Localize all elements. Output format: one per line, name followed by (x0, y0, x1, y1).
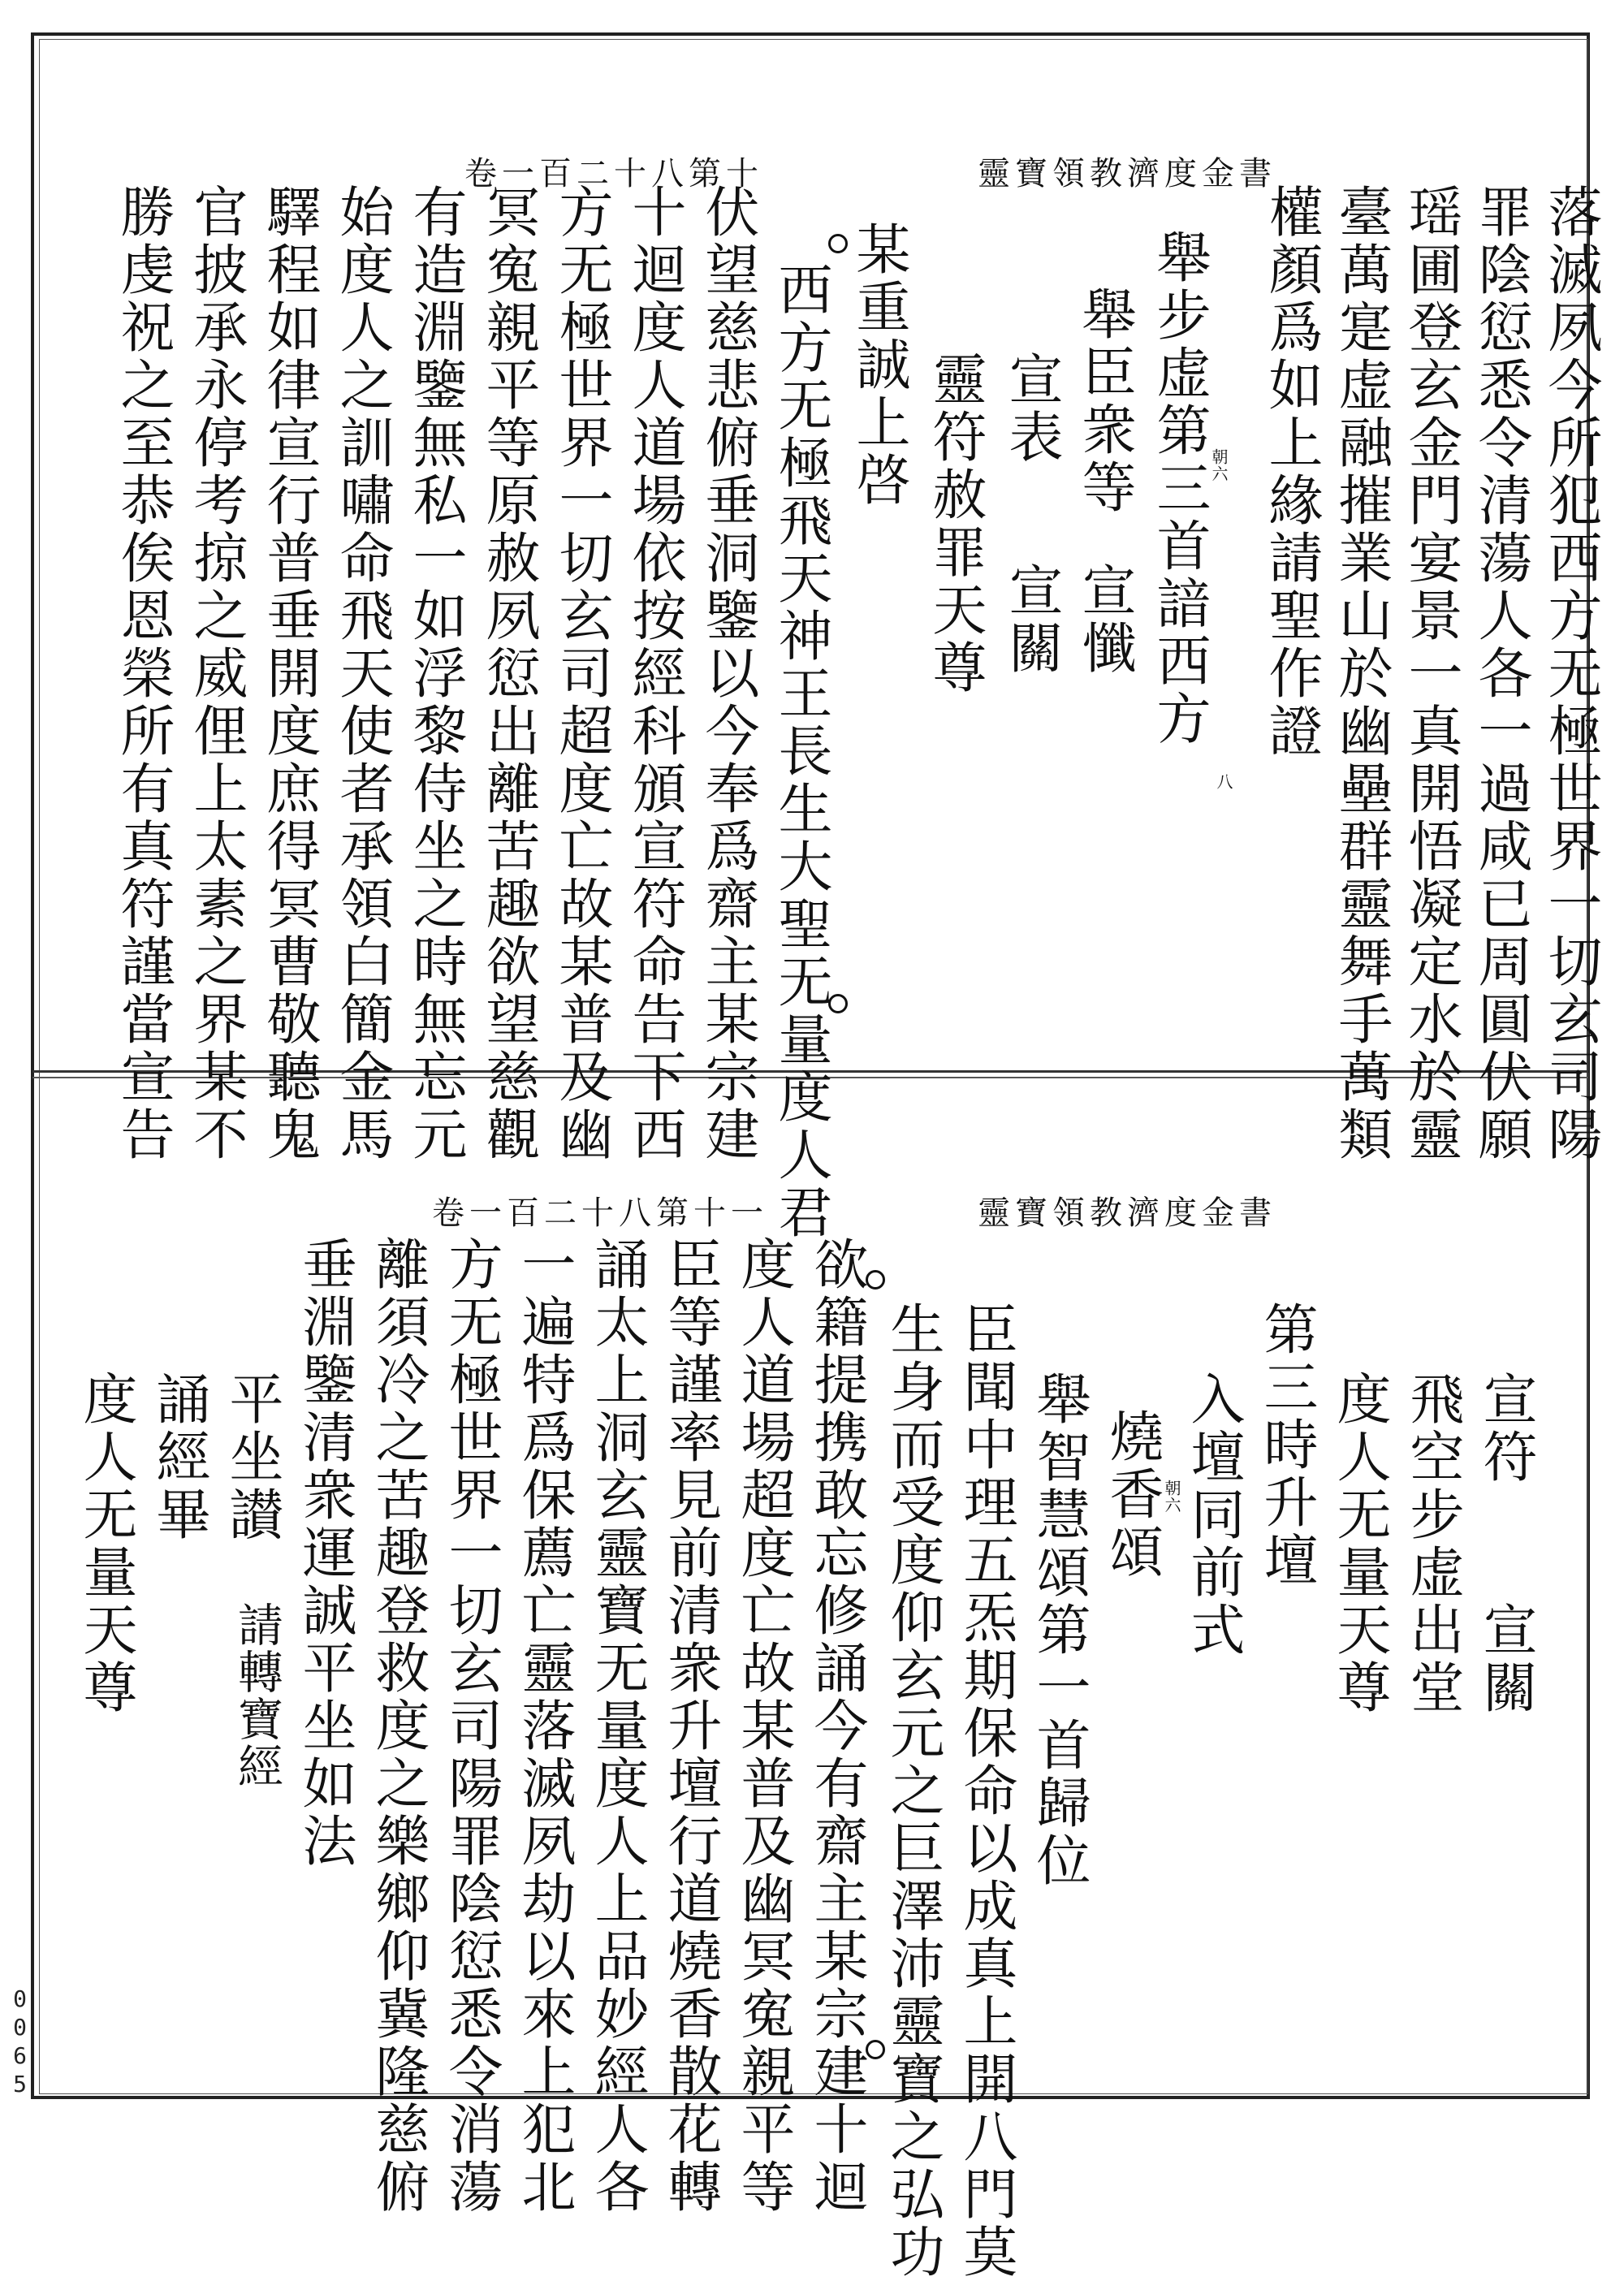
top-col-9: 靈符赦罪天尊 (924, 351, 987, 697)
bottom-col-13: 誦太上洞玄靈寶无量度人上品妙經人各 (586, 1236, 650, 2216)
bottom-running-header (432, 1187, 1276, 1236)
bottom-col-20: 度人无量天尊 (75, 1371, 138, 1717)
top-col-5: 權顏爲如上緣請聖作證 (1260, 184, 1324, 760)
bottom-col-17: 垂淵鑒清衆運誠平坐如法 (294, 1236, 357, 1870)
bottom-col-9: 生身而受度仰玄元之巨澤沛靈寶之弘功 (882, 1301, 945, 2281)
top-col-14: 方无極世界一切玄司超度亡故某普及幽 (551, 184, 614, 1164)
bottom-col-12: 臣等謹率見前清衆升壇行道燒香散花轉 (659, 1236, 723, 2216)
bottom-col-11: 度人道場超度亡故某普及幽冥寃親平等 (732, 1236, 796, 2216)
bottom-col-1: 宣符 (1475, 1371, 1538, 1486)
top-col-17: 始度人之訓嘯命飛天使者承領白簡金馬 (331, 184, 395, 1164)
bottom-header-juan: 卷一百二十八第十一 (432, 1195, 768, 1232)
top-col-18: 驛程如律宣行普垂開度庶得冥曹敬聽鬼 (258, 184, 322, 1164)
top-circle-marker-1 (828, 234, 848, 253)
top-col-7b: 宣懺 (1073, 562, 1137, 677)
top-col-1: 落滅夙今所犯西方无極世界一切玄司陽 (1540, 184, 1603, 1164)
bottom-col-14: 一遍特爲保薦亡靈落滅夙劫以來上犯北 (513, 1236, 577, 2216)
top-col-6-note: 八 (1214, 773, 1233, 790)
top-col-3: 瑶圃登玄金門宴景一真開悟凝定水於靈 (1400, 184, 1463, 1164)
top-col-12: 伏望慈悲俯垂洞鑒以今奉爲齋主某宗建 (697, 184, 760, 1164)
top-col-11: 西方无極飛天神王長生大聖无量度人君 (770, 261, 833, 1242)
top-col-16: 有造淵鑒無私一如浮黎侍坐之時無忘元 (404, 184, 468, 1164)
top-col-8: 宣表 (1000, 351, 1064, 466)
top-col-15: 冥寃親平等原赦夙愆出離苦趣欲望慈觀 (477, 184, 541, 1164)
top-col-4: 臺萬寔虚融摧業山於幽壘群靈舞手萬類 (1330, 184, 1393, 1164)
top-note-1: 朝六 (1209, 448, 1229, 482)
bottom-col-6: 燒香頌 (1101, 1408, 1164, 1581)
bottom-col-15: 方无極世界一切玄司陽罪陰愆悉令消蕩 (440, 1236, 503, 2216)
bottom-col-5: 入壇同前式 (1182, 1371, 1246, 1659)
bottom-col-16: 離須冷之苦趣登救度之樂鄉仰冀隆慈俯 (367, 1236, 430, 2216)
bottom-col-8: 臣聞中理五炁期保命以成真上開八門莫 (955, 1301, 1018, 2281)
top-col-6: 舉步虚第三首諳西方 (1148, 229, 1212, 748)
bottom-note-1: 朝六 (1162, 1480, 1181, 1514)
bottom-col-18b: 請轉寶經 (231, 1601, 283, 1790)
bottom-col-18: 平坐讃 (221, 1371, 284, 1544)
bottom-col-4: 第三時升壇 (1255, 1301, 1319, 1589)
bottom-col-2b: 出堂 (1402, 1601, 1465, 1717)
bottom-col-10: 欲籍提携敢忘修誦今有齋主某宗建十迴 (806, 1236, 869, 2216)
top-col-10: 某重誠上啓 (848, 221, 911, 509)
top-col-20: 勝虔祝之至恭俟恩榮所有真符謹當宣告 (112, 184, 175, 1164)
bottom-panel (42, 1082, 1582, 2281)
top-header-title: 靈寶領教濟度金書 (978, 155, 1276, 192)
top-col-19: 官披承永停考掠之威俚上太素之界某不 (185, 184, 248, 1164)
bottom-col-7: 舉智慧頌第一首歸位 (1028, 1371, 1091, 1890)
bottom-col-2: 飛空步虚 (1402, 1371, 1465, 1601)
top-col-13: 十迴度人道場依按經科頒宣符命告下西 (624, 184, 687, 1164)
top-header-juan: 卷一百二十八第十 (464, 155, 763, 192)
bottom-col-1b: 宣關 (1475, 1601, 1538, 1717)
top-col-8b: 宣關 (1000, 562, 1064, 677)
top-col-2: 罪陰愆悉令清蕩人各一過咸已周圓伏願 (1470, 184, 1533, 1164)
bottom-col-19: 誦經畢 (148, 1371, 211, 1544)
bottom-header-title: 靈寶領教濟度金書 (978, 1195, 1276, 1232)
top-col-7: 舉臣衆等 (1073, 286, 1137, 516)
bottom-col-3: 度人无量天尊 (1328, 1371, 1392, 1717)
page-number: 0065 (6, 1985, 33, 2099)
